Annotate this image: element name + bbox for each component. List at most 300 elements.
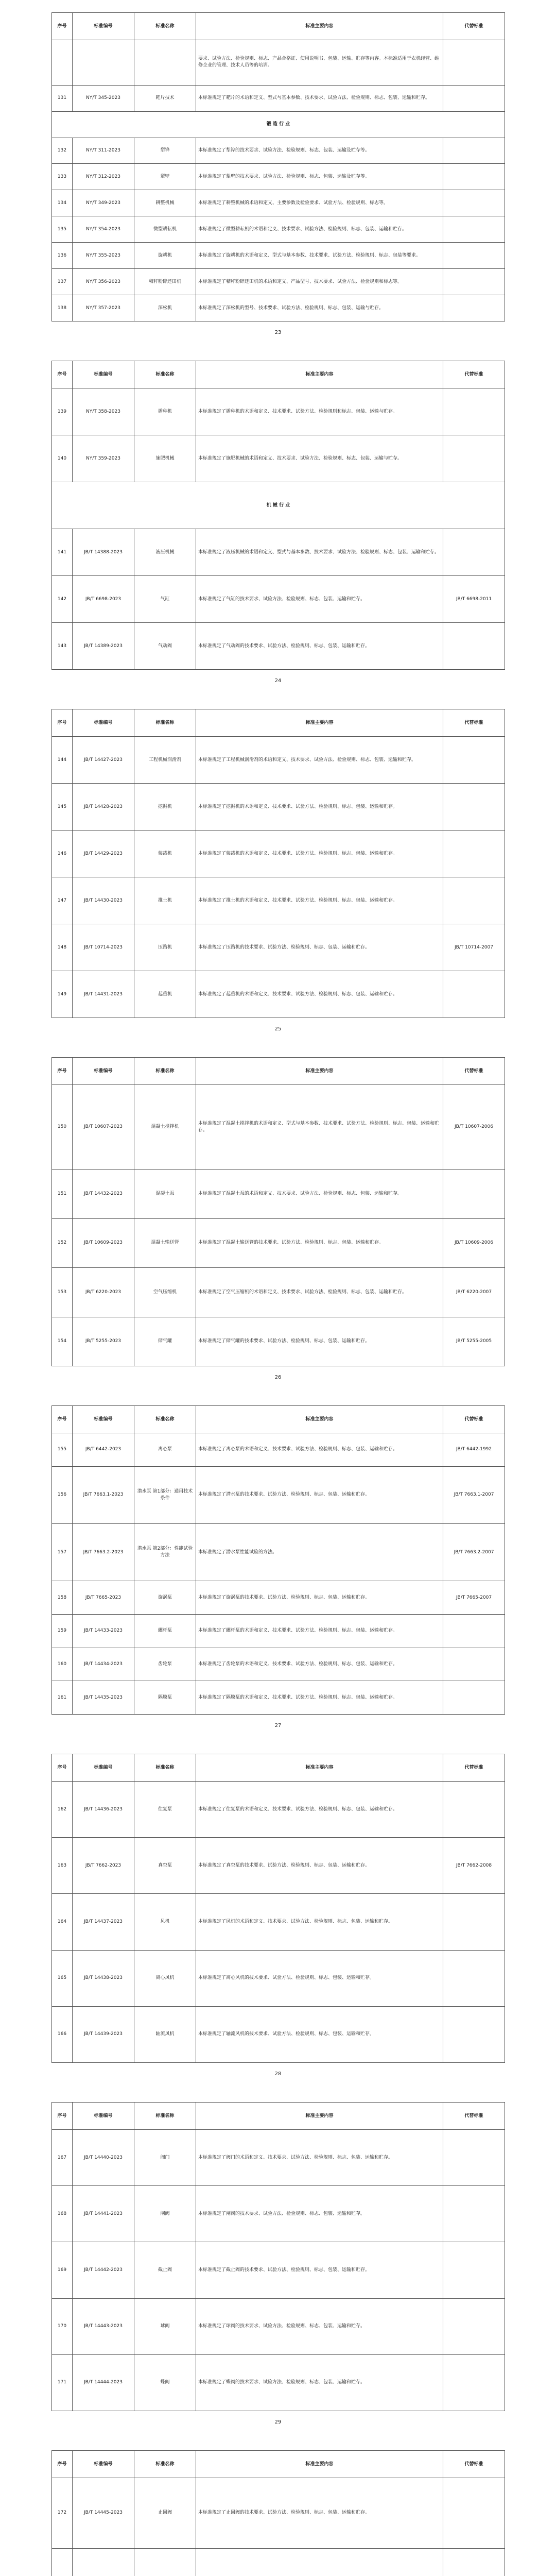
cell-name: 耕整机械 [134, 190, 196, 216]
table-row [52, 529, 505, 576]
cell-replaced [443, 2478, 505, 2549]
cell-seq: 163 [52, 1838, 73, 1894]
cell-code: JB/T 14432-2023 [73, 1170, 134, 1218]
cell-replaced [443, 388, 505, 435]
cell-name: 截止阀 [134, 2242, 196, 2298]
cell-name: 混凝土泵 [134, 1170, 196, 1218]
cell-name: 气缸 [134, 576, 196, 623]
cell-seq: 137 [52, 269, 73, 295]
header-summary: 标准主要内容 [196, 1406, 443, 1433]
cell-seq: 136 [52, 243, 73, 269]
cell-name: 混凝土搅拌机 [134, 1085, 196, 1170]
cell-code: JB/T 14430-2023 [73, 877, 134, 924]
cell-code: JB/T 7663.2-2023 [73, 1524, 134, 1581]
cell-name: 止回阀 [134, 2478, 196, 2549]
cell-replaced [443, 623, 505, 670]
cell-name: 犁铧 [134, 138, 196, 164]
cell-name: 犁壁 [134, 164, 196, 190]
cell-seq: 170 [52, 2298, 73, 2354]
cell-replaced [443, 435, 505, 482]
table-row [52, 2548, 505, 2576]
cell-replaced: JB/T 7663.2-2007 [443, 1524, 505, 1581]
cell-name [134, 2548, 196, 2576]
header-replaced: 代替标准 [443, 13, 505, 40]
cell-seq: 164 [52, 1894, 73, 1950]
table-row [52, 2354, 505, 2411]
cell-seq: 157 [52, 1524, 73, 1581]
table-header-row [52, 2103, 505, 2130]
table-header-row [52, 13, 505, 40]
cell-code: JB/T 14428-2023 [73, 784, 134, 831]
cell-replaced [443, 1894, 505, 1950]
cell-code: JB/T 14431-2023 [73, 971, 134, 1018]
cell-code: JB/T 14389-2023 [73, 623, 134, 670]
table-header-row [52, 2451, 505, 2478]
cell-replaced [443, 737, 505, 784]
cell-summary: 本标准规定了耕整机械的术语和定义、主要参数及检验要求、试验方法、检验规则、标志等。 [196, 190, 443, 216]
cell-summary: 本标准规定了起重机的术语和定义、技术要求、试验方法、检验规则、标志、包装、运输和贮存。 [196, 971, 443, 1018]
cell-replaced [443, 1782, 505, 1838]
cell-code: NY/T 358-2023 [73, 388, 134, 435]
cell-seq: 144 [52, 737, 73, 784]
cell-code: NY/T 311-2023 [73, 138, 134, 164]
cell-summary: 本标准规定了螺杆泵的术语和定义、技术要求、试验方法、检验规则、标志、包装、运输和贮存。 [196, 1615, 443, 1648]
header-code: 标准编号 [73, 1406, 134, 1433]
table-row [52, 164, 505, 190]
cell-name: 混凝土输送管 [134, 1218, 196, 1267]
cell-code: JB/T 14440-2023 [73, 2130, 134, 2186]
cell-code: JB/T 14435-2023 [73, 1681, 134, 1715]
cell-seq: 171 [52, 2354, 73, 2411]
cell-name: 齿轮泵 [134, 1648, 196, 1681]
header-seq: 序号 [52, 2451, 73, 2478]
cell-name: 离心风机 [134, 1950, 196, 2006]
section-row [52, 111, 505, 138]
header-replaced: 代替标准 [443, 1754, 505, 1782]
header-code: 标准编号 [73, 2103, 134, 2130]
table-row [52, 2186, 505, 2242]
cell-name: 潜水泵 第1部分：通用技术条件 [134, 1466, 196, 1523]
cell-name: 起重机 [134, 971, 196, 1018]
cell-name: 空气压缩机 [134, 1268, 196, 1317]
cell-replaced [443, 1681, 505, 1715]
cell-summary: 本标准规定了旋涡泵的技术要求、试验方法、检验规则、标志、包装、运输和贮存。 [196, 1581, 443, 1615]
cell-replaced: JB/T 6442-1992 [443, 1433, 505, 1467]
standards-table [51, 2102, 505, 2411]
cell-seq: 169 [52, 2242, 73, 2298]
cell-code: JB/T 14436-2023 [73, 1782, 134, 1838]
header-name: 标准名称 [134, 709, 196, 737]
table-header-row [52, 1058, 505, 1085]
header-replaced: 代替标准 [443, 2451, 505, 2478]
cell-replaced [443, 2186, 505, 2242]
cell-code: JB/T 6442-2023 [73, 1433, 134, 1467]
header-code: 标准编号 [73, 2451, 134, 2478]
cell-name: 深松机 [134, 295, 196, 321]
standards-table [51, 1405, 505, 1715]
cell-seq: 146 [52, 831, 73, 877]
cell-replaced: JB/T 10714-2007 [443, 924, 505, 971]
cell-replaced [443, 85, 505, 111]
cell-name: 真空泵 [134, 1838, 196, 1894]
table-row [52, 1317, 505, 1366]
header-summary: 标准主要内容 [196, 361, 443, 388]
cell-code: JB/T 5255-2023 [73, 1317, 134, 1366]
cell-summary: 要求、试验方法、检验规则、标志、产品合格证、使用说明书、包装、运输、贮存等内容。本标准适用于农机经营、维修企业的管理、技术人员等的培训。 [196, 40, 443, 86]
page-2 [51, 361, 505, 684]
table-row [52, 388, 505, 435]
table-row [52, 2478, 505, 2549]
table-row [52, 1782, 505, 1838]
cell-summary: 本标准规定了犁铧的技术要求、试验方法、检验规则、标志、包装、运输及贮存等。 [196, 138, 443, 164]
cell-replaced [443, 190, 505, 216]
cell-replaced [443, 2548, 505, 2576]
header-summary: 标准主要内容 [196, 1058, 443, 1085]
cell-replaced [443, 877, 505, 924]
cell-seq: 152 [52, 1218, 73, 1267]
cell-code: JB/T 14442-2023 [73, 2242, 134, 2298]
cell-code: JB/T 14443-2023 [73, 2298, 134, 2354]
cell-replaced: JB/T 7663.1-2007 [443, 1466, 505, 1523]
cell-code: JB/T 14441-2023 [73, 2186, 134, 2242]
cell-summary: 本标准规定了蝶阀的技术要求、试验方法、检验规则、标志、包装、运输和贮存。 [196, 2354, 443, 2411]
cell-summary: 本标准规定了空气压缩机的术语和定义、技术要求、试验方法、检验规则、标志、包装、运输和贮存。 [196, 1268, 443, 1317]
page-8 [51, 2450, 505, 2576]
cell-code: JB/T 10607-2023 [73, 1085, 134, 1170]
table-row [52, 2242, 505, 2298]
page-number: 23 [274, 330, 282, 335]
cell-seq: 166 [52, 2006, 73, 2062]
cell-seq: 135 [52, 216, 73, 243]
header-replaced: 代替标准 [443, 1406, 505, 1433]
header-seq: 序号 [52, 1754, 73, 1782]
header-name: 标准名称 [134, 2451, 196, 2478]
cell-seq: 132 [52, 138, 73, 164]
table-row [52, 1218, 505, 1267]
page-number: 26 [274, 1375, 282, 1380]
cell-summary: 本标准规定了齿轮泵的术语和定义、技术要求、试验方法、检验规则、标志、包装、运输和贮存。 [196, 1648, 443, 1681]
page-number: 28 [274, 2071, 282, 2077]
standards-table [51, 709, 505, 1018]
cell-code: JB/T 14437-2023 [73, 1894, 134, 1950]
cell-seq: 172 [52, 2478, 73, 2549]
cell-seq: 142 [52, 576, 73, 623]
cell-summary: 本标准规定了微型耕耘机的术语和定义、技术要求、试验方法、检验规则、标志、包装、运输和贮存。 [196, 216, 443, 243]
table-header-row [52, 361, 505, 388]
cell-seq: 160 [52, 1648, 73, 1681]
cell-replaced [443, 2242, 505, 2298]
cell-seq: 161 [52, 1681, 73, 1715]
cell-seq: 158 [52, 1581, 73, 1615]
page-7 [51, 2102, 505, 2425]
cell-seq: 139 [52, 388, 73, 435]
cell-summary: 本标准规定了压路机的技术要求、试验方法、检验规则、标志、包装、运输和贮存。 [196, 924, 443, 971]
cell-summary: 本标准规定了储气罐的技术要求、试验方法、检验规则、标志、包装、运输和贮存。 [196, 1317, 443, 1366]
cell-summary: 本标准规定了往复泵的术语和定义、技术要求、试验方法、检验规则、标志、包装、运输和贮存。 [196, 1782, 443, 1838]
cell-code: NY/T 349-2023 [73, 190, 134, 216]
cell-code: JB/T 6220-2023 [73, 1268, 134, 1317]
cell-seq: 149 [52, 971, 73, 1018]
cell-seq [52, 2548, 73, 2576]
header-code: 标准编号 [73, 13, 134, 40]
table-row [52, 2298, 505, 2354]
cell-name: 隔膜泵 [134, 1681, 196, 1715]
header-seq: 序号 [52, 709, 73, 737]
cell-name: 气动阀 [134, 623, 196, 670]
header-seq: 序号 [52, 1406, 73, 1433]
cell-code: JB/T 7665-2023 [73, 1581, 134, 1615]
cell-summary: 本标准规定了离心泵的术语和定义、技术要求、试验方法、检验规则、标志、包装、运输和贮存。 [196, 1433, 443, 1467]
page-number: 25 [274, 1026, 282, 1032]
cell-summary: 本标准规定了气缸的技术要求、试验方法、检验规则、标志、包装、运输和贮存。 [196, 576, 443, 623]
cell-code: NY/T 357-2023 [73, 295, 134, 321]
cell-summary: 本标准规定了播种机的术语和定义、技术要求、试验方法、检验规则和标志、包装、运输与贮存。 [196, 388, 443, 435]
cell-replaced [443, 2130, 505, 2186]
table-header-row [52, 1754, 505, 1782]
header-summary: 标准主要内容 [196, 709, 443, 737]
cell-summary: 本标准规定了耙片的术语和定义、型式与基本参数、技术要求、试验方法、检验规则、标志、包装、运输和贮存。 [196, 85, 443, 111]
section-title: 锻 造 行 业 [52, 111, 505, 138]
header-name: 标准名称 [134, 13, 196, 40]
table-row [52, 877, 505, 924]
page-number: 27 [274, 1723, 282, 1728]
table-row [52, 1524, 505, 1581]
cell-code: JB/T 14444-2023 [73, 2354, 134, 2411]
table-row [52, 623, 505, 670]
cell-replaced: JB/T 6698-2011 [443, 576, 505, 623]
cell-name: 挖掘机 [134, 784, 196, 831]
cell-code: NY/T 354-2023 [73, 216, 134, 243]
cell-replaced: JB/T 10609-2006 [443, 1218, 505, 1267]
header-name: 标准名称 [134, 1406, 196, 1433]
header-replaced: 代替标准 [443, 709, 505, 737]
cell-code [73, 40, 134, 86]
header-summary: 标准主要内容 [196, 2103, 443, 2130]
cell-seq [52, 40, 73, 86]
table-row [52, 1681, 505, 1715]
cell-replaced [443, 1950, 505, 2006]
table-row [52, 737, 505, 784]
cell-name: 储气罐 [134, 1317, 196, 1366]
header-code: 标准编号 [73, 1058, 134, 1085]
cell-code: JB/T 10609-2023 [73, 1218, 134, 1267]
cell-replaced [443, 295, 505, 321]
cell-summary: 本标准规定了混凝土输送管的技术要求、试验方法、检验规则、标志、包装、运输和贮存。 [196, 1218, 443, 1267]
cell-replaced [443, 138, 505, 164]
cell-summary: 本标准规定了球阀的技术要求、试验方法、检验规则、标志、包装、运输和贮存。 [196, 2298, 443, 2354]
header-summary: 标准主要内容 [196, 13, 443, 40]
cell-seq: 131 [52, 85, 73, 111]
cell-seq: 154 [52, 1317, 73, 1366]
standards-table [51, 1057, 505, 1366]
cell-summary: 本标准规定了施肥机械的术语和定义、技术要求、试验方法、检验规则、标志、包装、运输与贮存。 [196, 435, 443, 482]
table-row [52, 435, 505, 482]
table-header-row [52, 709, 505, 737]
cell-replaced [443, 1648, 505, 1681]
cell-seq: 150 [52, 1085, 73, 1170]
standards-table [51, 361, 505, 670]
table-row [52, 1615, 505, 1648]
cell-seq: 159 [52, 1615, 73, 1648]
table-row [52, 1950, 505, 2006]
cell-summary: 本标准规定了装载机的术语和定义、技术要求、试验方法、检验规则、标志、包装、运输和贮存。 [196, 831, 443, 877]
cell-seq: 151 [52, 1170, 73, 1218]
table-row [52, 784, 505, 831]
table-row [52, 831, 505, 877]
cell-seq: 141 [52, 529, 73, 576]
table-row [52, 190, 505, 216]
cell-summary: 本标准规定了气动阀的技术要求、试验方法、检验规则、标志、包装、运输和贮存。 [196, 623, 443, 670]
cell-summary: 本标准规定了挖掘机的术语和定义、技术要求、试验方法、检验规则、标志、包装、运输和贮存。 [196, 784, 443, 831]
table-row [52, 1170, 505, 1218]
cell-summary: 本标准规定了潜水泵的技术要求、试验方法、检验规则、标志、包装、运输和贮存。 [196, 1466, 443, 1523]
page-3 [51, 709, 505, 1032]
cell-name: 蝶阀 [134, 2354, 196, 2411]
table-row [52, 1838, 505, 1894]
header-code: 标准编号 [73, 361, 134, 388]
table-row [52, 40, 505, 86]
cell-seq: 138 [52, 295, 73, 321]
header-name: 标准名称 [134, 2103, 196, 2130]
cell-code: JB/T 14427-2023 [73, 737, 134, 784]
cell-code: NY/T 355-2023 [73, 243, 134, 269]
header-code: 标准编号 [73, 709, 134, 737]
cell-replaced: JB/T 6220-2007 [443, 1268, 505, 1317]
cell-code: NY/T 359-2023 [73, 435, 134, 482]
cell-replaced [443, 269, 505, 295]
page-number: 29 [274, 2419, 282, 2425]
cell-summary: 本标准规定了混凝土泵的术语和定义、技术要求、试验方法、检验规则、标志、包装、运输和贮存。 [196, 1170, 443, 1218]
table-row [52, 243, 505, 269]
page-number: 24 [274, 678, 282, 684]
cell-seq: 153 [52, 1268, 73, 1317]
cell-replaced [443, 784, 505, 831]
cell-summary: 本标准规定了推土机的术语和定义、技术要求、试验方法、检验规则、标志、包装、运输和贮存。 [196, 877, 443, 924]
cell-name: 螺杆泵 [134, 1615, 196, 1648]
cell-name: 装载机 [134, 831, 196, 877]
cell-summary: 本标准规定了工程机械润滑剂的术语和定义、技术要求、试验方法、检验规则、标志、包装、运输和贮存。 [196, 737, 443, 784]
cell-name: 往复泵 [134, 1782, 196, 1838]
cell-replaced [443, 529, 505, 576]
cell-seq: 143 [52, 623, 73, 670]
page-6 [51, 1754, 505, 2077]
cell-seq: 162 [52, 1782, 73, 1838]
cell-summary: 本标准规定了深松机的型号、技术要求、试验方法、检验规则、标志、包装、运输与贮存。 [196, 295, 443, 321]
page-4 [51, 1057, 505, 1380]
cell-summary: 本标准规定了风机的术语和定义、技术要求、试验方法、检验规则、标志、包装、运输和贮存。 [196, 1894, 443, 1950]
table-row [52, 1581, 505, 1615]
cell-summary: 本标准规定了液压机械的术语和定义、型式与基本参数、技术要求、试验方法、检验规则、标志、包装、运输和贮存。 [196, 529, 443, 576]
cell-code: JB/T 14439-2023 [73, 2006, 134, 2062]
cell-summary: 本标准规定了潜水泵性能试验的方法。 [196, 1524, 443, 1581]
cell-name: 微型耕耘机 [134, 216, 196, 243]
cell-summary: 本标准规定了截止阀的技术要求、试验方法、检验规则、标志、包装、运输和贮存。 [196, 2242, 443, 2298]
header-code: 标准编号 [73, 1754, 134, 1782]
cell-summary: 本标准规定了闸阀的技术要求、试验方法、检验规则、标志、包装、运输和贮存。 [196, 2186, 443, 2242]
cell-seq: 133 [52, 164, 73, 190]
cell-summary: 本标准规定了秸秆粉碎还田机的术语和定义、产品型号、技术要求、试验方法、检验规则和标志等。 [196, 269, 443, 295]
cell-name: 工程机械润滑剂 [134, 737, 196, 784]
table-row [52, 971, 505, 1018]
cell-name: 阀门 [134, 2130, 196, 2186]
cell-replaced [443, 2006, 505, 2062]
cell-replaced [443, 1615, 505, 1648]
table-row [52, 1466, 505, 1523]
cell-name: 潜水泵 第2部分：性能试验方法 [134, 1524, 196, 1581]
cell-seq: 134 [52, 190, 73, 216]
standards-table [51, 12, 505, 321]
cell-name [134, 40, 196, 86]
cell-replaced: JB/T 7665-2007 [443, 1581, 505, 1615]
cell-name: 耙片技术 [134, 85, 196, 111]
cell-seq: 145 [52, 784, 73, 831]
cell-code: NY/T 345-2023 [73, 85, 134, 111]
table-row [52, 269, 505, 295]
cell-code: JB/T 14388-2023 [73, 529, 134, 576]
cell-name: 旋涡泵 [134, 1581, 196, 1615]
cell-code: NY/T 356-2023 [73, 269, 134, 295]
cell-replaced [443, 243, 505, 269]
header-name: 标准名称 [134, 1058, 196, 1085]
cell-replaced: JB/T 5255-2005 [443, 1317, 505, 1366]
cell-name: 闸阀 [134, 2186, 196, 2242]
header-seq: 序号 [52, 13, 73, 40]
table-row [52, 1648, 505, 1681]
header-name: 标准名称 [134, 361, 196, 388]
cell-summary: 本标准规定了阀门的术语和定义、技术要求、试验方法、检验规则、标志、包装、运输和贮存。 [196, 2130, 443, 2186]
header-summary: 标准主要内容 [196, 2451, 443, 2478]
table-row [52, 2130, 505, 2186]
cell-name: 液压机械 [134, 529, 196, 576]
cell-summary [196, 2548, 443, 2576]
cell-seq: 155 [52, 1433, 73, 1467]
cell-summary: 本标准规定了离心风机的技术要求、试验方法、检验规则、标志、包装、运输和贮存。 [196, 1950, 443, 2006]
cell-seq: 156 [52, 1466, 73, 1523]
header-seq: 序号 [52, 2103, 73, 2130]
cell-seq: 148 [52, 924, 73, 971]
cell-summary: 本标准规定了止回阀的技术要求、试验方法、检验规则、标志、包装、运输和贮存。 [196, 2478, 443, 2549]
cell-name: 秸秆粉碎还田机 [134, 269, 196, 295]
header-replaced: 代替标准 [443, 1058, 505, 1085]
table-row [52, 85, 505, 111]
standards-table [51, 2450, 505, 2576]
table-row [52, 1894, 505, 1950]
cell-code: JB/T 14429-2023 [73, 831, 134, 877]
cell-replaced [443, 831, 505, 877]
cell-replaced [443, 164, 505, 190]
cell-name: 离心泵 [134, 1433, 196, 1467]
table-row [52, 1085, 505, 1170]
cell-name: 推土机 [134, 877, 196, 924]
cell-summary: 本标准规定了混凝土搅拌机的术语和定义、型式与基本参数、技术要求、试验方法、检验规则、标志、包装、运输和贮存。 [196, 1085, 443, 1170]
header-replaced: 代替标准 [443, 2103, 505, 2130]
cell-replaced [443, 2298, 505, 2354]
table-row [52, 138, 505, 164]
table-row [52, 295, 505, 321]
cell-code: JB/T 14433-2023 [73, 1615, 134, 1648]
cell-code: JB/T 14438-2023 [73, 1950, 134, 2006]
cell-code: JB/T 7663.1-2023 [73, 1466, 134, 1523]
cell-seq: 167 [52, 2130, 73, 2186]
table-row [52, 1268, 505, 1317]
table-row [52, 216, 505, 243]
cell-code: JB/T 10714-2023 [73, 924, 134, 971]
cell-name: 旋耕机 [134, 243, 196, 269]
cell-code: JB/T 14445-2023 [73, 2478, 134, 2549]
cell-replaced [443, 1170, 505, 1218]
section-row [52, 482, 505, 529]
header-name: 标准名称 [134, 1754, 196, 1782]
